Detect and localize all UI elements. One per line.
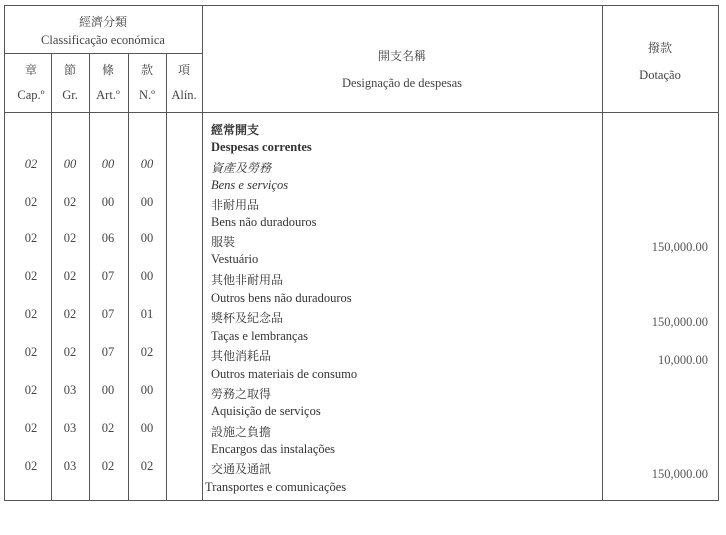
column-header-gr-zh: 節 xyxy=(63,63,76,77)
row-amount: 150,000.00 xyxy=(651,240,708,254)
row-description-pt: Despesas correntes xyxy=(211,140,312,154)
table-top-border xyxy=(4,5,719,6)
row-description-pt: Encargos das instalações xyxy=(211,442,336,456)
column-divider-n xyxy=(166,53,167,501)
row-description-pt: Bens e serviços xyxy=(211,178,289,192)
row-code-art: 02 xyxy=(101,421,115,435)
row-code-art: 07 xyxy=(101,269,115,283)
row-description-zh: 經常開支 xyxy=(211,123,260,137)
column-header-art-pt: Art.º xyxy=(96,88,120,102)
classification-title-zh: 經濟分類 xyxy=(78,15,127,29)
column-header-n-pt: N.º xyxy=(138,88,156,102)
row-code-art: 00 xyxy=(101,157,115,171)
row-description-zh: 設施之負擔 xyxy=(211,425,272,439)
dotacao-title-zh: 撥款 xyxy=(647,41,672,55)
column-header-cap-pt: Cap.º xyxy=(17,88,45,102)
row-code-gr: 00 xyxy=(63,157,77,171)
row-amount: 150,000.00 xyxy=(651,315,708,329)
row-amount: 150,000.00 xyxy=(651,467,708,481)
column-header-n-zh: 款 xyxy=(140,63,153,77)
row-code-art: 07 xyxy=(101,307,115,321)
row-code-n: 00 xyxy=(140,195,154,209)
row-description-zh: 交通及通訊 xyxy=(211,462,272,476)
row-description-zh: 非耐用品 xyxy=(211,198,260,212)
column-header-gr-pt: Gr. xyxy=(62,88,78,102)
designation-title-pt: Designação de despesas xyxy=(341,76,463,90)
designation-title-zh: 開支名稱 xyxy=(377,49,426,63)
table-bottom-border xyxy=(4,500,719,501)
row-code-n: 00 xyxy=(140,383,154,397)
row-code-n: 02 xyxy=(140,345,154,359)
row-description-zh: 資產及勞務 xyxy=(211,161,272,175)
classification-subheader-border xyxy=(4,53,202,54)
row-description-zh: 服裝 xyxy=(211,235,236,249)
row-code-n: 00 xyxy=(140,231,154,245)
row-code-gr: 02 xyxy=(63,195,77,209)
row-description-pt: Taças e lembranças xyxy=(211,329,308,343)
row-description-pt: Outros bens não duradouros xyxy=(211,291,352,305)
row-code-n: 00 xyxy=(140,421,154,435)
row-code-n: 01 xyxy=(140,307,154,321)
row-code-cap: 02 xyxy=(24,195,38,209)
row-amount: 10,000.00 xyxy=(658,353,708,367)
row-description-pt: Outros materiais de consumo xyxy=(211,367,358,381)
column-header-alin-pt: Alín. xyxy=(171,88,197,102)
row-code-gr: 02 xyxy=(63,345,77,359)
row-code-n: 00 xyxy=(140,157,154,171)
row-code-gr: 02 xyxy=(63,269,77,283)
row-description-zh: 其他非耐用品 xyxy=(211,273,284,287)
row-code-cap: 02 xyxy=(24,231,38,245)
dotacao-title-pt: Dotação xyxy=(639,68,681,82)
row-code-art: 06 xyxy=(101,231,115,245)
row-code-cap: 02 xyxy=(24,345,38,359)
row-code-cap: 02 xyxy=(24,383,38,397)
table-left-border xyxy=(4,5,5,501)
row-code-cap: 02 xyxy=(24,269,38,283)
classification-title-pt: Classificação económica xyxy=(41,33,165,47)
header-bottom-border xyxy=(4,112,719,113)
row-description-pt: Aquisição de serviços xyxy=(211,404,321,418)
row-code-n: 02 xyxy=(140,459,154,473)
row-code-gr: 02 xyxy=(63,231,77,245)
table-right-border xyxy=(718,5,719,501)
row-description-zh: 勞務之取得 xyxy=(211,387,272,401)
row-code-art: 07 xyxy=(101,345,115,359)
row-description-pt: Transportes e comunicações xyxy=(205,480,347,494)
row-description-zh: 獎杯及紀念品 xyxy=(211,311,284,325)
row-code-art: 02 xyxy=(101,459,115,473)
column-header-art-zh: 條 xyxy=(101,63,114,77)
column-header-cap-zh: 章 xyxy=(24,63,37,77)
row-code-cap: 02 xyxy=(24,421,38,435)
row-description-zh: 其他消耗品 xyxy=(211,349,272,363)
row-code-cap: 02 xyxy=(24,459,38,473)
row-code-n: 00 xyxy=(140,269,154,283)
row-code-gr: 03 xyxy=(63,421,77,435)
row-description-pt: Vestuário xyxy=(211,252,259,266)
row-code-art: 00 xyxy=(101,383,115,397)
row-description-pt: Bens não duradouros xyxy=(211,215,317,229)
column-header-alin-zh: 項 xyxy=(177,63,190,77)
row-code-art: 00 xyxy=(101,195,115,209)
row-code-gr: 03 xyxy=(63,459,77,473)
row-code-gr: 02 xyxy=(63,307,77,321)
row-code-cap: 02 xyxy=(24,157,38,171)
row-code-gr: 03 xyxy=(63,383,77,397)
row-code-cap: 02 xyxy=(24,307,38,321)
